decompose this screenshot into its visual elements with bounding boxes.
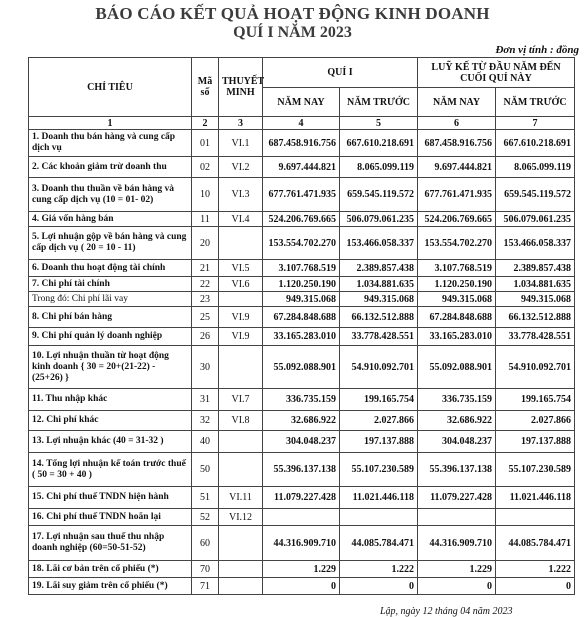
row-code: 11	[192, 212, 219, 227]
row-note: VI.9	[219, 307, 263, 328]
row-note	[219, 561, 263, 578]
value-prior-quarter: 667.610.218.691	[340, 130, 418, 157]
header-luy-ke: LUỸ KẾ TỪ ĐẦU NĂM ĐẾN CUỐI QUÍ NÀY	[418, 58, 575, 88]
row-note: VI.2	[219, 157, 263, 178]
table-row	[29, 260, 575, 277]
value-current-ytd: 9.697.444.821	[418, 157, 496, 178]
table-row	[29, 292, 575, 307]
value-prior-quarter: 153.466.058.337	[340, 227, 418, 260]
value-prior-ytd: 0	[496, 578, 575, 595]
value-prior-quarter: 1.034.881.635	[340, 277, 418, 292]
table-row	[29, 526, 575, 561]
row-label: 4. Giá vốn hàng bán	[29, 212, 192, 227]
value-prior-quarter: 949.315.068	[340, 292, 418, 307]
row-label: 8. Chi phí bán hàng	[29, 307, 192, 328]
value-current-quarter: 0	[263, 578, 340, 595]
value-current-ytd: 1.120.250.190	[418, 277, 496, 292]
value-current-quarter: 336.735.159	[263, 389, 340, 411]
row-code: 25	[192, 307, 219, 328]
row-code: 20	[192, 227, 219, 260]
value-prior-ytd: 1.034.881.635	[496, 277, 575, 292]
row-label: 3. Doanh thu thuần về bán hàng và cung cấp dịch vụ (10 = 01- 02)	[29, 178, 192, 212]
report-title: BÁO CÁO KẾT QUẢ HOẠT ĐỘNG KINH DOANH	[95, 4, 490, 23]
currency-unit: Đơn vị tính : đồng	[495, 44, 579, 56]
report-date-footer: Lập, ngày 12 tháng 04 năm 2023	[380, 606, 513, 617]
row-note: VI.1	[219, 130, 263, 157]
table-row	[29, 389, 575, 411]
value-prior-quarter: 2.389.857.438	[340, 260, 418, 277]
value-current-ytd: 33.165.283.010	[418, 328, 496, 346]
row-code: 50	[192, 453, 219, 487]
value-prior-quarter: 11.021.446.118	[340, 487, 418, 509]
row-label: 19. Lãi suy giảm trên cổ phiếu (*)	[29, 578, 192, 595]
row-note	[219, 578, 263, 595]
value-current-ytd: 11.079.227.428	[418, 487, 496, 509]
report-subtitle: QUÍ I NĂM 2023	[233, 24, 352, 41]
value-current-ytd: 153.554.702.270	[418, 227, 496, 260]
value-current-ytd: 336.735.159	[418, 389, 496, 411]
value-current-quarter: 687.458.916.756	[263, 130, 340, 157]
value-prior-quarter: 0	[340, 578, 418, 595]
table-row	[29, 178, 575, 212]
row-note: VI.5	[219, 260, 263, 277]
row-label: 6. Doanh thu hoạt động tài chính	[29, 260, 192, 277]
table-row	[29, 328, 575, 346]
value-current-quarter: 524.206.769.665	[263, 212, 340, 227]
value-current-quarter: 11.079.227.428	[263, 487, 340, 509]
value-prior-ytd: 8.065.099.119	[496, 157, 575, 178]
table-row	[29, 578, 575, 595]
col-number: 3	[219, 117, 263, 130]
row-code: 70	[192, 561, 219, 578]
value-current-quarter: 949.315.068	[263, 292, 340, 307]
header-qui: QUÍ I	[263, 58, 418, 88]
value-prior-ytd: 1.222	[496, 561, 575, 578]
col-number: 2	[192, 117, 219, 130]
row-note: VI.6	[219, 277, 263, 292]
header-thuyet-minh: THUYẾT MINH	[219, 58, 263, 117]
col-number: 7	[496, 117, 575, 130]
row-code: 01	[192, 130, 219, 157]
row-code: 52	[192, 509, 219, 526]
table-row	[29, 431, 575, 453]
value-current-quarter: 1.120.250.190	[263, 277, 340, 292]
value-current-quarter: 67.284.848.688	[263, 307, 340, 328]
row-label: 11. Thu nhập khác	[29, 389, 192, 411]
table-row	[29, 212, 575, 227]
row-label: 12. Chi phí khác	[29, 411, 192, 431]
value-current-quarter: 3.107.768.519	[263, 260, 340, 277]
table-row	[29, 157, 575, 178]
value-prior-quarter: 199.165.754	[340, 389, 418, 411]
value-prior-ytd: 44.085.784.471	[496, 526, 575, 561]
header-chi-tieu: CHỈ TIÊU	[29, 58, 192, 117]
row-code: 51	[192, 487, 219, 509]
row-label: 18. Lãi cơ bản trên cổ phiếu (*)	[29, 561, 192, 578]
value-prior-ytd: 54.910.092.701	[496, 346, 575, 389]
row-note	[219, 453, 263, 487]
value-prior-quarter: 44.085.784.471	[340, 526, 418, 561]
row-code: 30	[192, 346, 219, 389]
value-prior-ytd: 2.027.866	[496, 411, 575, 431]
value-prior-quarter: 54.910.092.701	[340, 346, 418, 389]
value-prior-ytd: 199.165.754	[496, 389, 575, 411]
col-number: 1	[29, 117, 192, 130]
row-note: VI.9	[219, 328, 263, 346]
row-label: 7. Chi phí tài chính	[29, 277, 192, 292]
row-label: 10. Lợi nhuận thuần từ hoạt động kinh doanh { 30 = 20+(21-22) - (25+26) }	[29, 346, 192, 389]
row-note	[219, 431, 263, 453]
value-prior-quarter: 8.065.099.119	[340, 157, 418, 178]
value-current-quarter: 9.697.444.821	[263, 157, 340, 178]
value-prior-ytd: 153.466.058.337	[496, 227, 575, 260]
value-current-ytd: 44.316.909.710	[418, 526, 496, 561]
row-code: 40	[192, 431, 219, 453]
value-prior-ytd: 667.610.218.691	[496, 130, 575, 157]
table-row	[29, 307, 575, 328]
col-number: 6	[418, 117, 496, 130]
header-nam-nay: NĂM NAY	[263, 88, 340, 117]
col-number: 5	[340, 117, 418, 130]
value-prior-quarter	[340, 509, 418, 526]
value-current-ytd: 55.092.088.901	[418, 346, 496, 389]
table-row	[29, 227, 575, 260]
row-code: 02	[192, 157, 219, 178]
header-nam-nay-cumulative: NĂM NAY	[418, 88, 496, 117]
value-current-ytd: 687.458.916.756	[418, 130, 496, 157]
row-label: 15. Chi phí thuế TNDN hiện hành	[29, 487, 192, 509]
value-current-ytd: 524.206.769.665	[418, 212, 496, 227]
value-current-quarter	[263, 509, 340, 526]
value-current-ytd: 677.761.471.935	[418, 178, 496, 212]
value-prior-ytd: 2.389.857.438	[496, 260, 575, 277]
table-row	[29, 453, 575, 487]
row-label: 9. Chi phí quản lý doanh nghiệp	[29, 328, 192, 346]
value-current-quarter: 44.316.909.710	[263, 526, 340, 561]
value-current-quarter: 55.092.088.901	[263, 346, 340, 389]
row-note	[219, 292, 263, 307]
value-prior-quarter: 2.027.866	[340, 411, 418, 431]
row-note	[219, 346, 263, 389]
value-current-ytd: 55.396.137.138	[418, 453, 496, 487]
row-note: VI.11	[219, 487, 263, 509]
row-code: 23	[192, 292, 219, 307]
table-row	[29, 561, 575, 578]
header-ma-so: Mã số	[192, 58, 219, 117]
value-prior-ytd: 659.545.119.572	[496, 178, 575, 212]
value-current-ytd: 949.315.068	[418, 292, 496, 307]
row-label: 1. Doanh thu bán hàng và cung cấp dịch vụ	[29, 130, 192, 157]
value-current-quarter: 153.554.702.270	[263, 227, 340, 260]
row-note: VI.4	[219, 212, 263, 227]
value-current-ytd: 0	[418, 578, 496, 595]
table-row	[29, 130, 575, 157]
row-label: 5. Lợi nhuận gộp về bán hàng và cung cấp dịch vụ ( 20 = 10 - 11)	[29, 227, 192, 260]
row-note: VI.12	[219, 509, 263, 526]
col-number: 4	[263, 117, 340, 130]
table-row	[29, 277, 575, 292]
value-prior-ytd: 506.079.061.235	[496, 212, 575, 227]
row-code: 71	[192, 578, 219, 595]
value-prior-quarter: 33.778.428.551	[340, 328, 418, 346]
row-code: 21	[192, 260, 219, 277]
table-row	[29, 487, 575, 509]
value-current-quarter: 677.761.471.935	[263, 178, 340, 212]
value-current-ytd: 1.229	[418, 561, 496, 578]
row-label: 2. Các khoản giảm trừ doanh thu	[29, 157, 192, 178]
row-code: 26	[192, 328, 219, 346]
value-prior-ytd: 11.021.446.118	[496, 487, 575, 509]
row-label: 17. Lợi nhuận sau thuế thu nhập doanh nghiệp (60=50-51-52)	[29, 526, 192, 561]
header-nam-truoc-cumulative: NĂM TRƯỚC	[496, 88, 575, 117]
value-current-ytd: 67.284.848.688	[418, 307, 496, 328]
value-prior-quarter: 659.545.119.572	[340, 178, 418, 212]
value-current-quarter: 1.229	[263, 561, 340, 578]
row-note	[219, 227, 263, 260]
row-note	[219, 526, 263, 561]
row-code: 32	[192, 411, 219, 431]
row-label: Trong đó: Chi phí lãi vay	[29, 292, 192, 307]
value-prior-quarter: 197.137.888	[340, 431, 418, 453]
row-label: 13. Lợi nhuận khác (40 = 31-32 )	[29, 431, 192, 453]
value-prior-quarter: 66.132.512.888	[340, 307, 418, 328]
row-label: 16. Chi phí thuế TNDN hoãn lại	[29, 509, 192, 526]
value-current-ytd: 3.107.768.519	[418, 260, 496, 277]
value-prior-ytd: 949.315.068	[496, 292, 575, 307]
value-current-ytd: 304.048.237	[418, 431, 496, 453]
value-current-ytd	[418, 509, 496, 526]
row-note: VI.3	[219, 178, 263, 212]
value-current-ytd: 32.686.922	[418, 411, 496, 431]
value-current-quarter: 55.396.137.138	[263, 453, 340, 487]
row-note: VI.7	[219, 389, 263, 411]
income-statement-table	[28, 57, 575, 595]
row-note: VI.8	[219, 411, 263, 431]
row-code: 10	[192, 178, 219, 212]
table-row	[29, 411, 575, 431]
row-code: 31	[192, 389, 219, 411]
value-prior-ytd: 55.107.230.589	[496, 453, 575, 487]
header-nam-truoc: NĂM TRƯỚC	[340, 88, 418, 117]
value-current-quarter: 304.048.237	[263, 431, 340, 453]
value-prior-quarter: 1.222	[340, 561, 418, 578]
row-code: 22	[192, 277, 219, 292]
table-row	[29, 509, 575, 526]
value-prior-ytd: 33.778.428.551	[496, 328, 575, 346]
value-prior-ytd	[496, 509, 575, 526]
value-prior-quarter: 55.107.230.589	[340, 453, 418, 487]
value-current-quarter: 32.686.922	[263, 411, 340, 431]
value-prior-ytd: 197.137.888	[496, 431, 575, 453]
table-row	[29, 346, 575, 389]
value-current-quarter: 33.165.283.010	[263, 328, 340, 346]
value-prior-quarter: 506.079.061.235	[340, 212, 418, 227]
row-code: 60	[192, 526, 219, 561]
value-prior-ytd: 66.132.512.888	[496, 307, 575, 328]
row-label: 14. Tổng lợi nhuận kế toán trước thuế ( 50 = 30 + 40 )	[29, 453, 192, 487]
